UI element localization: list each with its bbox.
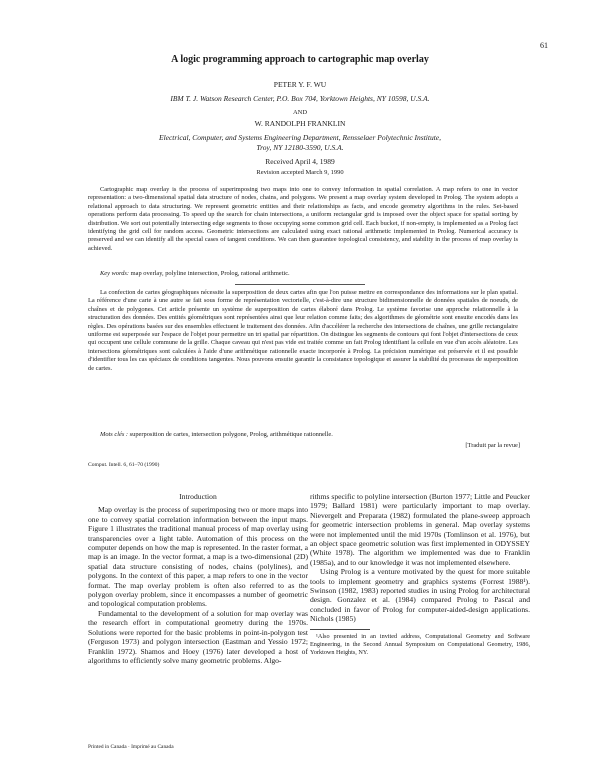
- keywords-label: Key words:: [100, 270, 130, 277]
- paper-title: A logic programming approach to cartographic map overlay: [171, 54, 429, 65]
- section-divider: [235, 284, 365, 285]
- journal-citation: Comput. Intell. 6, 61–70 (1990): [88, 462, 160, 468]
- author-conjunction: AND: [292, 109, 308, 116]
- resume: La confection de cartes géographiques nécessite la superposition de deux cartes afin que l'on puisse mettre en correspondance des informations sur le plan spatial. La référence d'une carte à une autre se fait sous forme de représentation vectorielle, c'est-à-dire une structure bidimensionnelle de données spatiales de noeuds, de chaînes et de polygones. Cet article présente un système de superposition de cartes élaboré dans Prolog. Le système favorise une approche relationnelle à la structuration des données. Des entités géométriques sont représentées ainsi que leur relation comme faits; des algorithmes de géométrie sont ensuite encodés dans les règles. Des opérations basées sur des ensembles effectuent le traitement des données. Afin d'accélérer la recherche des intersections de chaînes, une grille rectangulaire uniforme est superposée sur l'espace de l'objet pour permettre un tri spatial par répartition. On distingue les segments de contours qui font l'objet d'intersections de ceux qui occupent une cellule commune de la grille. Chaque caveau qui n'est pas vide est traitée comme un fait Prolog identifiant la cellule en vue d'un accès aléatoire. Les intersections géométriques sont calculées à l'aide d'une arithmétique rationnelle exacte incorporée à Prolog. La précision numérique est préservée et il est possible d'identifier tous les cas spéciaux de conditions tangentes. Nous pouvons ensuite garantir la consistance topologique et assurer la stabilité du processus de superposition de cartes.: [88, 289, 518, 372]
- keywords: [100, 270, 520, 278]
- printed-in-notice: Printed in Canada · Imprimé au Canada: [88, 744, 174, 750]
- page-number: 61: [540, 41, 548, 50]
- body-column-right: [310, 492, 530, 657]
- body-paragraph: Using Prolog is a venture motivated by the quest for more suitable tools to implement geometry and graphics systems (Forrest 1988¹). Swinson (1982, 1983) reported studies in using Prolog for architectural design. Gonzalez et al. (1984) compared Prolog to Pascal and concluded in favor of Prolog for computer-aided-design applications. Nichols (1985): [310, 567, 530, 624]
- author-2: W. RANDOLPH FRANKLIN: [254, 119, 346, 128]
- footnote-divider: [310, 629, 370, 630]
- mots-cles: [100, 431, 520, 439]
- abstract: Cartographic map overlay is the process of superimposing two maps into one to convey information in spatial correlation. A map refers to one in vector representation: a two-dimensional spatial data structure of nodes, chains, and polygons. We present a map overlay system developed in Prolog. The system adopts a relational approach to data structuring. We represent geometric entities and their relationships as facts, and encode geometry algorithms in the rules. Set-based operations perform data processing. To speed up the search for chain intersections, a uniform rectangular grid is imposed over the object space for spatial sorting by distribution. We sort out potentially intersecting edge segments to those occupying some common grid cell. Each bucket, if non-empty, is implemented as a Prolog fact identifying the grid cell for random access. Geometric intersections are calculated using exact rational arithmetic implemented in Prolog. Numerical accuracy is preserved and we can identify all the special cases of tangent conditions. We can then guarantee topological consistency, and stability in the process of map overlay is achieved.: [88, 186, 518, 252]
- revised-date: Revision accepted March 9, 1990: [256, 169, 344, 176]
- body-paragraph: Map overlay is the process of superimposing two or more maps into one to convey spatial correlation information between the input maps. Figure 1 illustrates the traditional manual process of map overlay using transparencies over a light table. Automation of this process on the computer depends on how the map is represented. In the raster format, a map is an image. In the vector format, a map is a two-dimensional (2D) spatial data structure consisting of nodes, chains (polylines), and polygons. In the context of this paper, a map refers to one in the vector format. The map overlay problem is often also referred to as the polygon overlay problem, since it encompasses a number of geometric and topological computation problems.: [88, 505, 308, 609]
- body-paragraph: rithms specific to polyline intersection (Burton 1977; Little and Peucker 1979; Ballard 1981) were particularly important to map overlay. Nievergelt and Preparata (1982) formulated the plane-sweep approach for geometric intersection problems in general. Map overlay systems were not implemented until the mid 1970s (Tomlinson et al. 1976), but an object space geometric solution was first implemented in ODYSSEY (White 1978). The algorithm we implemented was due to Franklin (1985a), and to our knowledge it was not implemented elsewhere.: [310, 492, 530, 567]
- introduction-heading: Introduction: [179, 492, 217, 501]
- body-column-left: [88, 492, 308, 665]
- author-1: PETER Y. F. WU: [273, 80, 327, 89]
- mots-cles-label: Mots clés :: [100, 431, 129, 438]
- keywords-text: map overlay, polyline intersection, Prolog, rational arithmetic.: [130, 270, 290, 277]
- received-date: Received April 4, 1989: [265, 157, 335, 166]
- body-paragraph: Fundamental to the development of a solution for map overlay was the research effort in computational geometry during the 1970s. Solutions were reported for the basic problems in point-in-polygon test (Ferguson 1973) and polygon intersection (Eastman and Yessio 1972; Franklin 1972). Shamos and Hoey (1976) later developed a host of algorithms to efficiently solve many geometric problems. Algo-: [88, 608, 308, 665]
- translation-note: [Traduit par la revue]: [465, 442, 520, 449]
- affiliation-1: IBM T. J. Watson Research Center, P.O. Box 704, Yorktown Heights, NY 10598, U.S.A.: [170, 94, 430, 103]
- affiliation-2-line-1: Electrical, Computer, and Systems Engineering Department, Rensselaer Polytechnic Institute,: [158, 133, 442, 142]
- mots-cles-text: superposition de cartes, intersection polygone, Prolog, arithmétique rationnelle.: [129, 431, 333, 438]
- affiliation-2-line-2: Troy, NY 12180-3590, U.S.A.: [256, 143, 344, 152]
- footnote: ¹Also presented in an invited address, Computational Geometry and Software Engineering, in the Second Annual Symposium on Computational Geometry, 1986, Yorktown Heights, NY.: [310, 632, 530, 656]
